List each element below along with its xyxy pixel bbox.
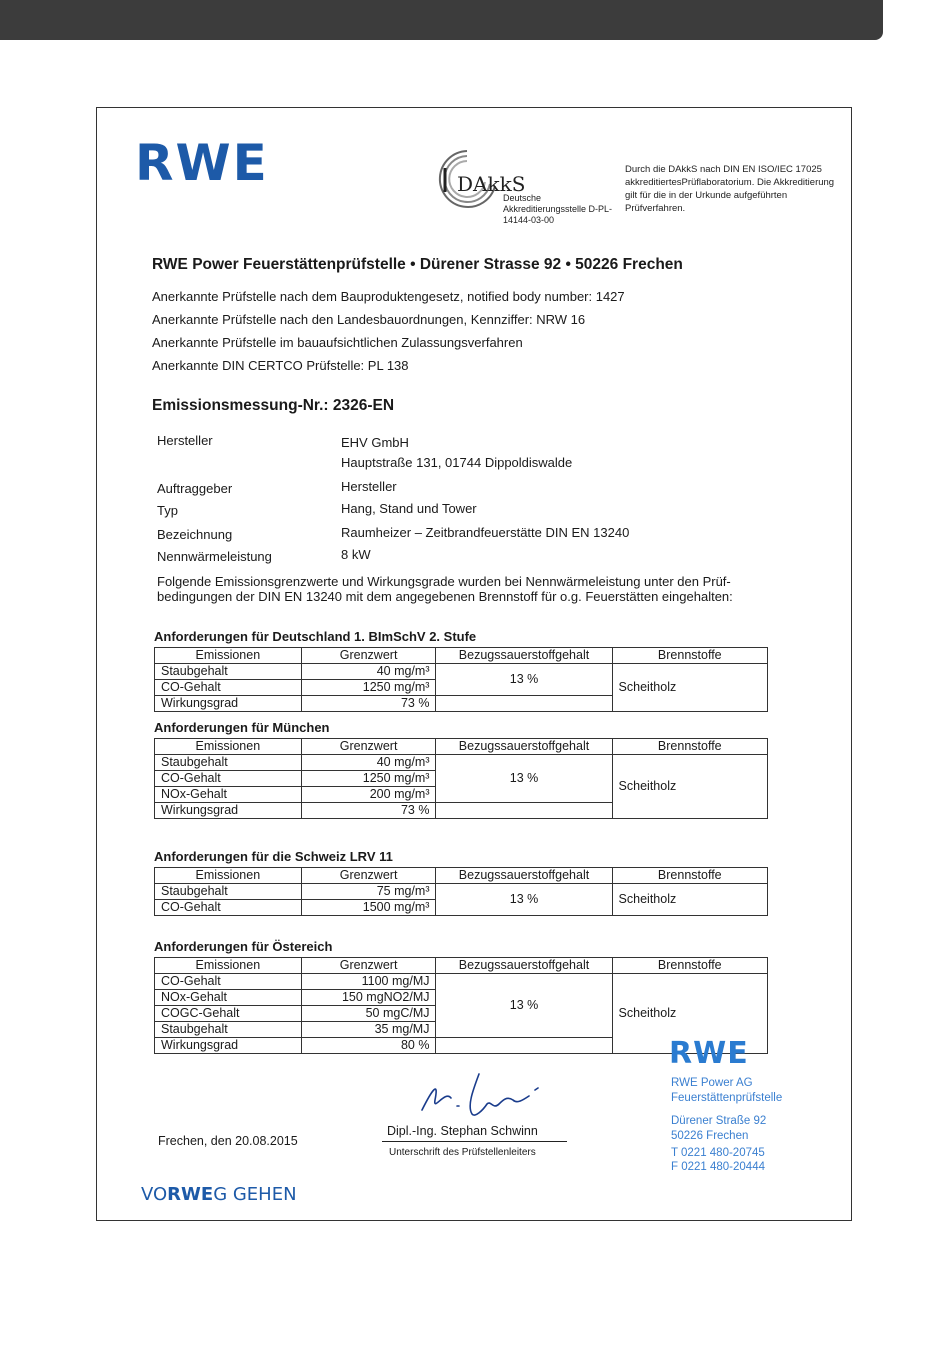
hersteller-value: EHV GmbH (341, 435, 409, 450)
footer-slogan-part: VO (141, 1184, 168, 1205)
fuel-type: Scheitholz (612, 755, 767, 819)
dakks-note: Durch die DAkkS nach DIN EN ISO/IEC 17025 akkreditiertesPrüflaboratorium. Die Akkreditierung gilt für die in der Urkunde aufgeführten Prüfverfahren. (625, 164, 835, 214)
limit-value: 1250 mg/m³ (301, 680, 436, 696)
typ-value: Hang, Stand und Tower (341, 501, 477, 516)
column-header: Brennstoffe (612, 739, 767, 755)
stamp-line: RWE Power AG (671, 1077, 753, 1089)
limit-value: 1100 mg/MJ (301, 974, 436, 990)
top-bar (0, 0, 883, 40)
column-header: Bezugssauerstoffgehalt (436, 958, 612, 974)
column-header: Brennstoffe (612, 648, 767, 664)
column-header: Brennstoffe (612, 868, 767, 884)
emission-name: Staubgehalt (155, 664, 302, 680)
emission-name: CO-Gehalt (155, 680, 302, 696)
section-title-austria: Anforderungen für Östereich (154, 939, 333, 954)
empty-cell (436, 1038, 612, 1054)
limit-value: 50 mgC/MJ (301, 1006, 436, 1022)
limit-value: 150 mgNO2/MJ (301, 990, 436, 1006)
stamp-rwe-logo: RWE (669, 1036, 749, 1071)
limit-value: 1250 mg/m³ (301, 771, 436, 787)
empty-cell (436, 696, 612, 712)
emission-name: Staubgehalt (155, 755, 302, 771)
limit-value: 40 mg/m³ (301, 755, 436, 771)
recognition-line: Anerkannte Prüfstelle nach den Landesbauordnungen, Kennziffer: NRW 16 (152, 312, 586, 327)
column-header: Grenzwert (301, 868, 436, 884)
column-header: Grenzwert (301, 739, 436, 755)
signer-caption: Unterschrift des Prüfstellenleiters (389, 1147, 536, 1158)
bezeichnung-value: Raumheizer – Zeitbrandfeuerstätte DIN EN 13240 (341, 525, 630, 540)
emission-name: NOx-Gehalt (155, 990, 302, 1006)
recognition-line: Anerkannte DIN CERTCO Prüfstelle: PL 138 (152, 358, 409, 373)
intro-text: Folgende Emissionsgrenzwerte und Wirkungsgrade wurden bei Nennwärmeleistung unter den Prüf-bedingungen der DIN EN 13240 mit dem angegebenen Brennstoff für o.g. Feuerstätten eingehalten: (157, 574, 733, 604)
signature-icon (417, 1070, 547, 1120)
emission-name: CO-Gehalt (155, 900, 302, 916)
signature-line (382, 1141, 567, 1142)
certificate-document (96, 107, 852, 1221)
footer-slogan-brand: RWE (167, 1184, 214, 1205)
limit-value: 40 mg/m³ (301, 664, 436, 680)
rwe-logo: RWE (135, 134, 269, 192)
measurement-title: Emissionsmessung-Nr.: 2326-EN (152, 397, 395, 414)
column-header: Grenzwert (301, 958, 436, 974)
column-header: Emissionen (155, 739, 302, 755)
oxygen-reference: 13 % (436, 884, 612, 916)
emission-name: NOx-Gehalt (155, 787, 302, 803)
place-date: Frechen, den 20.08.2015 (158, 1134, 298, 1148)
fuel-type: Scheitholz (612, 884, 767, 916)
column-header: Bezugssauerstoffgehalt (436, 868, 612, 884)
emission-table-switzerland (154, 867, 768, 916)
emission-table-germany (154, 647, 768, 712)
emission-name: Wirkungsgrad (155, 803, 302, 819)
limit-value: 80 % (301, 1038, 436, 1054)
limit-value: 73 % (301, 803, 436, 819)
stamp-line: 50226 Frechen (671, 1130, 749, 1142)
dakks-subtitle: Deutsche Akkreditierungsstelle D-PL-14144-03-00 (503, 193, 613, 225)
fuel-type: Scheitholz (612, 664, 767, 712)
stamp-line: F 0221 480-20444 (671, 1161, 765, 1173)
emission-name: CO-Gehalt (155, 974, 302, 990)
recognition-line: Anerkannte Prüfstelle nach dem Bauproduktengesetz, notified body number: 1427 (152, 289, 625, 304)
limit-value: 35 mg/MJ (301, 1022, 436, 1038)
typ-label: Typ (157, 503, 178, 518)
column-header: Bezugssauerstoffgehalt (436, 739, 612, 755)
emission-name: Wirkungsgrad (155, 696, 302, 712)
oxygen-reference: 13 % (436, 664, 612, 696)
section-title-switzerland: Anforderungen für die Schweiz LRV 11 (154, 849, 393, 864)
stamp-line: T 0221 480-20745 (671, 1147, 765, 1159)
nennwaermeleistung-label: Nennwärmeleistung (157, 549, 272, 564)
section-title-germany: Anforderungen für Deutschland 1. BImSchV 2. Stufe (154, 629, 477, 644)
lab-heading: RWE Power Feuerstättenprüfstelle • Dürener Strasse 92 • 50226 Frechen (152, 256, 683, 273)
stamp-line: Dürener Straße 92 (671, 1115, 767, 1127)
oxygen-reference: 13 % (436, 974, 612, 1038)
stamp-line: Feuerstättenprüfstelle (671, 1092, 783, 1104)
column-header: Emissionen (155, 958, 302, 974)
column-header: Grenzwert (301, 648, 436, 664)
signer-name: Dipl.-Ing. Stephan Schwinn (387, 1124, 538, 1138)
limit-value: 75 mg/m³ (301, 884, 436, 900)
footer-slogan (141, 1184, 297, 1205)
hersteller-address: Hauptstraße 131, 01744 Dippoldiswalde (341, 455, 573, 470)
dakks-name: DAkkS (457, 172, 526, 196)
limit-value: 73 % (301, 696, 436, 712)
fuel-type: Scheitholz (612, 974, 767, 1054)
column-header: Brennstoffe (612, 958, 767, 974)
auftraggeber-value: Hersteller (341, 479, 397, 494)
column-header: Emissionen (155, 868, 302, 884)
emission-name: Staubgehalt (155, 1022, 302, 1038)
auftraggeber-label: Auftraggeber (157, 481, 233, 496)
column-header: Emissionen (155, 648, 302, 664)
section-title-munich: Anforderungen für München (154, 720, 330, 735)
emission-name: COGC-Gehalt (155, 1006, 302, 1022)
recognition-line: Anerkannte Prüfstelle im bauaufsichtlichen Zulassungsverfahren (152, 335, 523, 350)
emission-name: CO-Gehalt (155, 771, 302, 787)
footer-slogan-part: G GEHEN (213, 1184, 297, 1205)
limit-value: 1500 mg/m³ (301, 900, 436, 916)
emission-name: Staubgehalt (155, 884, 302, 900)
hersteller-label: Hersteller (157, 433, 213, 448)
limit-value: 200 mg/m³ (301, 787, 436, 803)
oxygen-reference: 13 % (436, 755, 612, 803)
bezeichnung-label: Bezeichnung (157, 527, 233, 542)
empty-cell (436, 803, 612, 819)
column-header: Bezugssauerstoffgehalt (436, 648, 612, 664)
nennwaermeleistung-value: 8 kW (341, 547, 371, 562)
emission-table-munich (154, 738, 768, 819)
emission-name: Wirkungsgrad (155, 1038, 302, 1054)
